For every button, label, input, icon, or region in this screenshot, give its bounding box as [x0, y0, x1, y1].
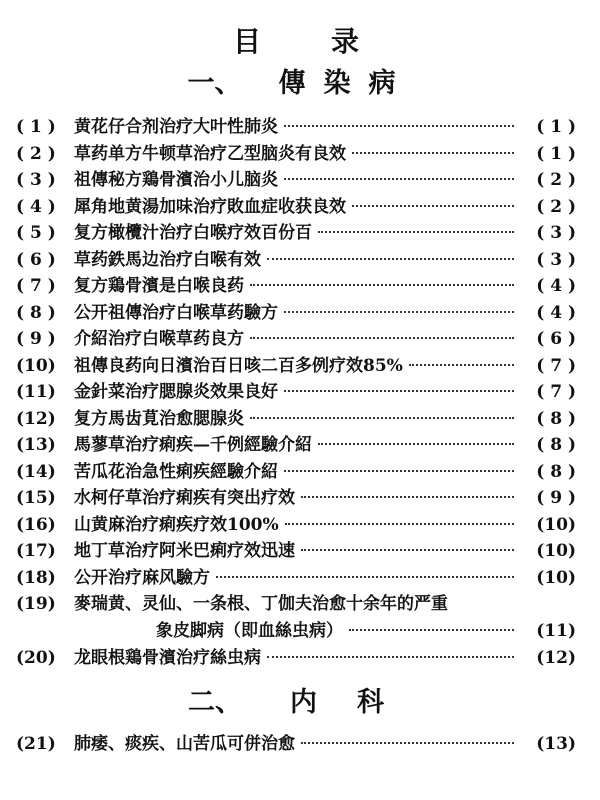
toc-entry[interactable]: [16, 565, 576, 592]
entry-page: ( 4 ): [536, 302, 576, 323]
dot-leader: [250, 337, 514, 339]
toc-entry[interactable]: [16, 273, 576, 300]
dot-leader: [250, 284, 514, 286]
section-title-char: 病: [368, 68, 396, 99]
dot-leader: [318, 443, 514, 445]
entry-title: 金針菜治疗腮腺炎效果良好: [74, 382, 278, 402]
dot-leader: [216, 576, 514, 578]
entry-page: ( 1 ): [536, 143, 576, 164]
dot-leader: [267, 258, 514, 260]
entry-title: 复方馬齿莧治愈腮腺炎: [74, 408, 244, 429]
entry-page: (10): [536, 514, 576, 535]
entry-page: ( 3 ): [536, 249, 576, 270]
entry-title-line1: 麥瑞黄、灵仙、一条根、丁伽夫治愈十余年的严重: [74, 594, 448, 614]
entry-page: ( 2 ): [536, 196, 576, 217]
dot-leader: [301, 549, 514, 551]
dot-leader: [284, 178, 514, 180]
toc-entry[interactable]: [16, 114, 576, 141]
entry-title: 肺痿、痰疾、山苦瓜可併治愈: [74, 734, 295, 754]
entry-page: (10): [536, 541, 576, 561]
dot-leader: [301, 742, 514, 744]
section-title-char: 染: [323, 68, 351, 99]
section-heading-infectious: [16, 62, 576, 106]
entry-title: 馬蓼草治疗痢疾—千例經驗介紹: [74, 435, 312, 455]
entry-page: ( 4 ): [536, 276, 576, 296]
entry-title: 龙眼根鶏骨濱治疗絲虫病: [74, 647, 261, 668]
entry-number: (16): [16, 514, 56, 535]
toc-entry[interactable]: [16, 645, 576, 672]
entry-title: 黄花仔合剂治疗大叶性肺炎: [74, 117, 278, 137]
entry-page: ( 9 ): [536, 488, 576, 508]
entry-title: 草药鉄馬边治疗白喉有效: [74, 249, 261, 270]
toc-entry[interactable]: [16, 459, 576, 486]
entry-title: 山黄麻治疗痢疾疗效100%: [74, 514, 279, 535]
entry-number: (15): [16, 488, 56, 508]
dot-leader: [352, 152, 514, 154]
section-number: 一、: [187, 68, 242, 99]
entry-number: ( 5 ): [16, 223, 56, 243]
section-title-char: 内: [290, 687, 317, 718]
entry-page: (13): [536, 734, 576, 754]
dot-leader: [250, 417, 514, 419]
toc-entry[interactable]: [16, 220, 576, 247]
entry-title: 苦瓜花治急性痢疾經驗介紹: [74, 461, 278, 482]
entry-number: ( 1 ): [16, 117, 56, 137]
entry-title: 复方鶏骨濱是白喉良药: [74, 276, 244, 296]
entry-number: (19): [16, 594, 56, 614]
entry-number: (20): [16, 647, 56, 668]
entry-title: 水柯仔草治疗痢疾有突出疗效: [74, 488, 295, 508]
entry-number: ( 8 ): [16, 302, 56, 323]
dot-leader: [267, 656, 514, 658]
entry-number: (21): [16, 734, 56, 754]
entry-number: (18): [16, 567, 56, 588]
dot-leader: [284, 311, 514, 313]
section-number: 二、: [188, 687, 242, 718]
toc-entry[interactable]: [16, 379, 576, 406]
entry-page: ( 8 ): [536, 435, 576, 455]
entry-page: (11): [536, 621, 576, 641]
entry-number: ( 2 ): [16, 143, 56, 164]
toc-entry[interactable]: [16, 406, 576, 433]
dot-leader: [318, 231, 514, 233]
dot-leader: [301, 496, 514, 498]
dot-leader: [285, 523, 514, 525]
toc-entry[interactable]: [16, 247, 576, 274]
entry-page: ( 8 ): [536, 461, 576, 482]
toc-entry-continuation[interactable]: [16, 618, 576, 645]
toc-entry[interactable]: [16, 353, 576, 380]
entry-number: (17): [16, 541, 56, 561]
section-title-char: 傳: [278, 68, 306, 99]
toc-entry[interactable]: [16, 300, 576, 327]
toc-entry[interactable]: [16, 512, 576, 539]
toc-entry[interactable]: [16, 141, 576, 168]
entry-number: (12): [16, 408, 56, 429]
section-title-char: 科: [357, 687, 384, 718]
entry-title: 公开治疗麻风驗方: [74, 567, 210, 588]
dot-leader: [352, 205, 514, 207]
toc-title-left: 目: [232, 25, 261, 58]
toc-entry[interactable]: [16, 194, 576, 221]
entry-page: ( 8 ): [536, 408, 576, 429]
entry-title: 介紹治疗白喉草药良方: [74, 329, 244, 349]
entry-number: ( 3 ): [16, 170, 56, 190]
toc-entry[interactable]: [16, 485, 576, 512]
entry-title: 草药单方牛顿草治疗乙型脑炎有良效: [74, 143, 346, 164]
toc-entry[interactable]: [16, 538, 576, 565]
section-heading-internal-medicine: [16, 681, 576, 725]
entry-page: ( 7 ): [536, 382, 576, 402]
toc-entry-list: [16, 114, 576, 671]
entry-title: 祖傳良药向日濱治百日咳二百多例疗效85%: [74, 355, 403, 376]
toc-entry[interactable]: [16, 432, 576, 459]
toc-entry[interactable]: [16, 167, 576, 194]
dot-leader: [284, 470, 514, 472]
entry-number: ( 4 ): [16, 196, 56, 217]
entry-number: ( 6 ): [16, 249, 56, 270]
toc-entry-list: [16, 731, 576, 758]
entry-title: 犀角地黄湯加味治疗敗血症收获良效: [74, 196, 346, 217]
entry-number: (10): [16, 355, 56, 376]
dot-leader: [349, 629, 514, 631]
entry-page: ( 7 ): [536, 355, 576, 376]
entry-title: 地丁草治疗阿米巴痢疗效迅速: [74, 541, 295, 561]
entry-title-line2: 象皮脚病（即血絲虫病）: [156, 621, 343, 641]
toc-title-right: 录: [331, 25, 360, 58]
toc-entry[interactable]: [16, 731, 576, 758]
toc-entry[interactable]: [16, 591, 576, 618]
dot-leader: [284, 125, 514, 127]
toc-page: [0, 22, 600, 800]
entry-title: 复方橄欖汁治疗白喉疗效百份百: [74, 223, 312, 243]
entry-page: (12): [536, 647, 576, 668]
entry-number: (14): [16, 461, 56, 482]
entry-number: (11): [16, 382, 56, 402]
entry-number: ( 7 ): [16, 276, 56, 296]
entry-number: (13): [16, 435, 56, 455]
entry-title: 祖傳秘方鶏骨濱治小儿脑炎: [74, 170, 278, 190]
entry-page: ( 1 ): [536, 117, 576, 137]
entry-page: ( 2 ): [536, 170, 576, 190]
entry-page: ( 6 ): [536, 329, 576, 349]
dot-leader: [284, 390, 514, 392]
entry-page: ( 3 ): [536, 223, 576, 243]
toc-title: [16, 22, 576, 62]
dot-leader: [409, 364, 514, 366]
entry-page: (10): [536, 567, 576, 588]
entry-title: 公开祖傳治疗白喉草药驗方: [74, 302, 278, 323]
entry-number: ( 9 ): [16, 329, 56, 349]
toc-entry[interactable]: [16, 326, 576, 353]
